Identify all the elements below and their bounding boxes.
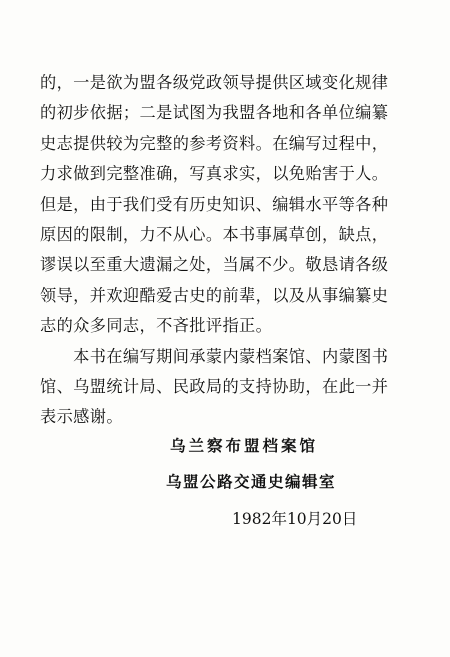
signature-editorial-office: 乌盟公路交通史编辑室 <box>166 473 337 491</box>
text-line-8: 领导，并欢迎酷爱古史的前辈，以及从事编纂史 <box>40 285 389 305</box>
text-line-4: 力求做到完整准确，写真求实，以免贻害于人。 <box>40 164 389 184</box>
text-line-6: 原因的限制，力不从心。本书事属草创，缺点， <box>40 224 389 244</box>
text-line-2: 的初步依据；二是试图为我盟各地和各单位编纂 <box>40 103 389 123</box>
text-line-9: 志的众多同志，不吝批评指正。 <box>40 316 273 336</box>
text-line-11: 馆、乌盟统计局、民政局的支持协助，在此一并 <box>40 376 389 396</box>
signature-archive: 乌兰察布盟档案馆 <box>170 437 319 455</box>
preface-body-text <box>40 68 420 433</box>
text-line-10: 本书在编写期间承蒙内蒙档案馆、内蒙图书 <box>40 346 389 366</box>
text-line-3: 史志提供较为完整的参考资料。在编写过程中， <box>40 133 389 153</box>
text-line-1: 的，一是欲为盟各级党政领导提供区域变化规律 <box>40 73 389 92</box>
document-date: 1982年10月20日 <box>232 510 358 528</box>
text-line-7: 谬误以至重大遗漏之处，当属不少。敬恳请各级 <box>40 255 389 275</box>
text-line-5: 但是，由于我们受有历史知识、编辑水平等各种 <box>40 194 389 214</box>
text-line-12: 表示感谢。 <box>40 407 123 427</box>
